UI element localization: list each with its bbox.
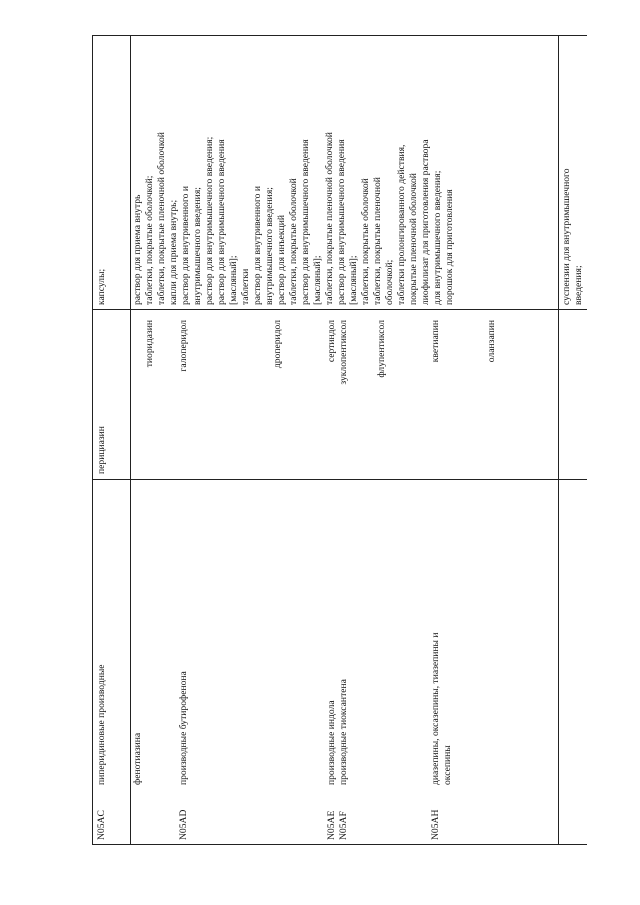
inn-name: кветиапин	[430, 320, 441, 363]
column-divider	[92, 309, 587, 310]
inn-cell	[92, 310, 130, 480]
group-name: оксепины	[442, 745, 453, 785]
inn-name: дроперидол	[272, 320, 283, 369]
inn-name: зуклопентиксол	[338, 320, 349, 385]
table-row	[558, 35, 587, 845]
inn-name: оланзапин	[486, 320, 497, 363]
table-row	[130, 35, 558, 845]
dosage-form: таблетки, покрытые оболочкой	[360, 178, 371, 305]
dosage-form: раствор для инъекций	[276, 215, 287, 305]
dosage-form: капли для приема внутрь;	[168, 199, 179, 305]
row-divider	[558, 35, 559, 845]
dosage-form: таблетки, покрытые оболочкой;	[144, 175, 155, 305]
atc-code-cell	[130, 790, 558, 845]
dosage-form: [масляный];	[228, 255, 239, 305]
group-cell	[92, 480, 130, 790]
dosage-form: таблетки, покрытые пленочной	[372, 177, 383, 305]
dosage-form: таблетки, покрытые пленочной оболочкой	[324, 132, 335, 305]
dosage-form: раствор для приема внутрь	[132, 194, 143, 305]
inn-name: флупентиксол	[376, 320, 387, 378]
dosage-form: лиофилизат для приготовления раствора	[420, 139, 431, 305]
table-border	[92, 35, 587, 36]
column-divider	[92, 479, 587, 480]
inn-name: галоперидол	[178, 320, 189, 372]
group-cell	[558, 480, 587, 790]
group-name: производные индола	[326, 700, 337, 785]
forms-cell	[130, 35, 558, 310]
atc-code: N05AF	[338, 811, 349, 840]
atc-code-cell	[92, 790, 130, 845]
dosage-form: покрытые пленочной оболочкой	[408, 173, 419, 305]
dosage-form: раствор для внутримышечного введения	[336, 139, 347, 305]
group-name: производные тиоксантена	[338, 679, 349, 785]
row-divider	[130, 35, 131, 845]
dosage-form: таблетки пролонгированного действия,	[396, 144, 407, 305]
atc-code: N05AD	[178, 809, 189, 840]
dosage-form: для внутримышечного введения;	[432, 170, 443, 305]
inn-name: перициазин	[96, 426, 107, 474]
dosage-form: раствор для внутривенного и	[252, 186, 263, 305]
group-cell	[130, 480, 558, 790]
table-border	[92, 844, 587, 845]
group-name: пиперидиновые производные	[96, 664, 107, 785]
dosage-form: капсулы;	[96, 268, 107, 305]
dosage-form: порошок для приготовления	[444, 189, 455, 305]
dosage-form: оболочкой;	[384, 259, 395, 305]
dosage-form: таблетки	[240, 268, 251, 305]
forms-cell	[558, 35, 587, 310]
table-border	[92, 35, 93, 845]
dosage-form: таблетки, покрытые пленочной оболочкой	[156, 132, 167, 305]
group-name: производные бутирофенона	[178, 671, 189, 785]
dosage-form: [масляный];	[312, 255, 323, 305]
dosage-form: внутримышечного введения;	[264, 187, 275, 305]
dosage-form: раствор для внутривенного и	[180, 186, 191, 305]
table-row	[92, 35, 130, 845]
forms-cell	[92, 35, 130, 310]
atc-code-cell	[558, 790, 587, 845]
rotated-table	[92, 35, 587, 845]
dosage-form: внутримышечного введения;	[192, 187, 203, 305]
dosage-form: суспензии для внутримышечного	[561, 168, 572, 305]
inn-name: сертиндол	[326, 320, 337, 363]
group-name: фенотиазина	[132, 732, 143, 785]
inn-name: тиоридазин	[144, 320, 155, 368]
inn-cell	[130, 310, 558, 480]
dosage-form: раствор для внутримышечного введения;	[204, 136, 215, 305]
group-name: диазепины, оксазепины, тиазепины и	[430, 632, 441, 785]
atc-code: N05AE	[326, 810, 337, 840]
atc-code: N05AC	[96, 810, 107, 840]
atc-code: N05AH	[430, 809, 441, 840]
dosage-form: таблетки, покрытые оболочкой	[288, 178, 299, 305]
inn-cell	[558, 310, 587, 480]
dosage-form: введения;	[573, 265, 584, 305]
dosage-form: раствор для внутримышечного введения	[300, 139, 311, 305]
dosage-form: раствор для внутримышечного введения	[216, 139, 227, 305]
dosage-form: [масляный];	[348, 255, 359, 305]
